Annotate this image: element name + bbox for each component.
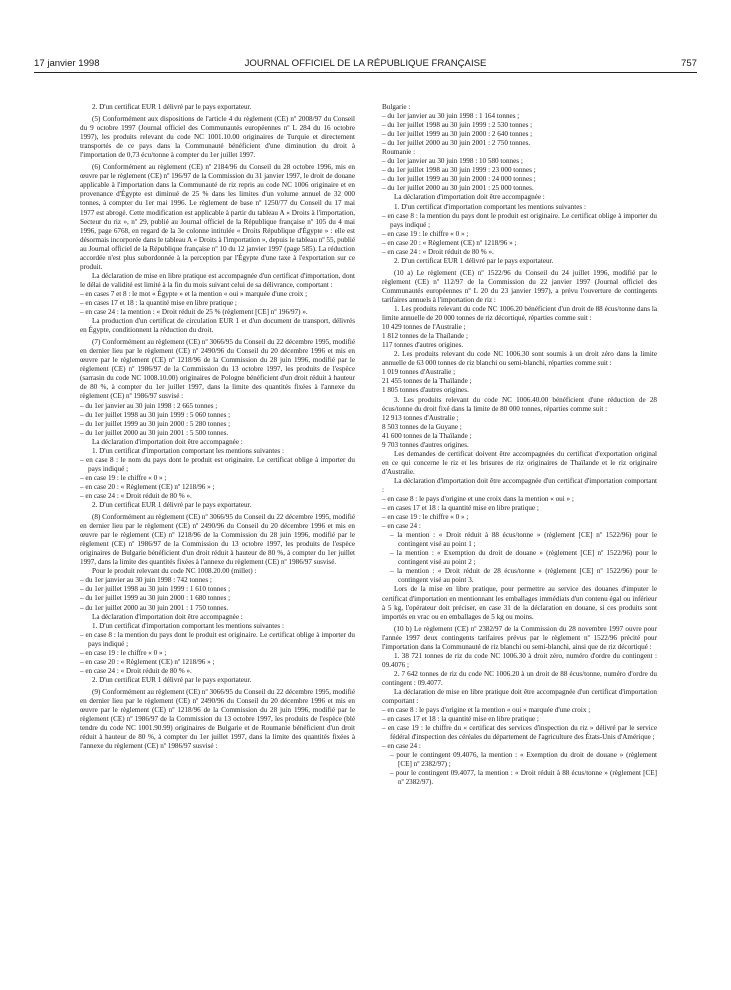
paragraph: Lors de la mise en libre pratique, pour permettre au service des douanes d'imputer le certificat d'importation en mentionnant les emballages immédiats d'un contenu égal ou inférieur à 5 kg, l'opérateur doit préciser, en case 31 de la déclaration en douane, si ces produits sont importés en vrac ou en emballages de 5 kg ou moins. xyxy=(382,585,657,621)
paragraph: 1. D'un certificat d'importation comportant les mentions suivantes : xyxy=(92,446,284,455)
right-column xyxy=(382,103,657,788)
page-header xyxy=(34,58,697,73)
header-page-number: 757 xyxy=(680,58,697,69)
paragraph: La déclaration d'importation doit être accompagnée d'un certificat d'importation comportant : xyxy=(382,476,657,494)
paragraph: 1. 38 721 tonnes de riz du code NC 1006.30 à droit zéro, numéro d'ordre du contingent : 09.4076 ; xyxy=(382,651,657,669)
paragraph: – du 1er juillet 2000 au 30 juin 2001 : 25 000 tonnes. xyxy=(382,184,534,193)
paragraph: – du 1er juillet 1998 au 30 juin 1999 : 2 530 tonnes ; xyxy=(382,121,533,130)
paragraph: 1 019 tonnes d'Australie ; xyxy=(382,368,456,377)
paragraph: – du 1er juillet 1998 au 30 juin 1999 : 23 000 tonnes ; xyxy=(382,166,536,175)
paragraph: – du 1er janvier au 30 juin 1998 : 1 164 tonnes ; xyxy=(382,112,520,121)
paragraph: La déclaration d'importation doit être accompagnée : xyxy=(92,437,243,446)
paragraph: – en cases 7 et 8 : le mot « Égypte » et la mention « oui » marquée d'une croix ; xyxy=(80,289,308,298)
paragraph: – en cases 17 et 18 : la quantité mise en libre pratique ; xyxy=(382,715,539,724)
paragraph: 1. D'un certificat d'importation comportant les mentions suivantes : xyxy=(394,202,586,211)
paragraph: – en case 8 : le pays d'origine et la mention « oui » marquée d'une croix ; xyxy=(382,706,591,715)
paragraph: – du 1er janvier au 30 juin 1998 : 742 tonnes ; xyxy=(80,576,212,585)
paragraph: – en case 8 : le nom du pays dont le produit est originaire. Le certificat oblige à importer du pays indiqué ; xyxy=(80,455,355,473)
paragraph: – en case 20 : « Règlement (CE) nº 1218/96 » ; xyxy=(80,657,215,666)
paragraph: – en case 20 : « Règlement (CE) nº 1218/96 » ; xyxy=(382,238,517,247)
paragraph: – en case 24 : la mention : « Droit réduit de 25 % (règlement [CE] nº 196/97) ». xyxy=(80,308,308,317)
paragraph: La déclaration de mise en libre pratique doit être accompagnée d'un certificat d'importation comportant : xyxy=(382,688,657,706)
paragraph: – en case 19 : le chiffre « 0 » ; xyxy=(382,229,469,238)
paragraph: – du 1er juillet 1998 au 30 juin 1999 : 5 060 tonnes ; xyxy=(80,410,231,419)
paragraph: 1 812 tonnes de la Thaïlande ; xyxy=(382,332,468,341)
paragraph: – la mention : « Droit réduit à 88 écus/tonne » (règlement [CE] nº 1522/96) pour le contingent visé au point 1 ; xyxy=(390,531,657,549)
paragraph: – en cases 17 et 18 : la quantité mise en libre pratique ; xyxy=(80,298,237,307)
paragraph: – du 1er juillet 1998 au 30 juin 1999 : 1 610 tonnes ; xyxy=(80,585,231,594)
paragraph: – du 1er juillet 1999 au 30 juin 2000 : 5 280 tonnes ; xyxy=(80,419,231,428)
paragraph: – en case 20 : « Règlement (CE) nº 1218/96 » ; xyxy=(80,482,215,491)
paragraph: Bulgarie : xyxy=(382,103,411,111)
paragraph: – du 1er janvier au 30 juin 1998 : 10 580 tonnes ; xyxy=(382,157,523,166)
paragraph: – du 1er juillet 2000 au 30 juin 2001 : 5 500 tonnes. xyxy=(80,428,229,437)
paragraph: – en case 8 : la mention du pays dont le produit est originaire. Le certificat oblige à importer du pays indiqué ; xyxy=(382,211,657,229)
paragraph: La déclaration d'importation doit être accompagnée : xyxy=(394,193,545,202)
paragraph: (6) Conformément au règlement (CE) nº 2184/96 du Conseil du 28 octobre 1996, mis en œuvre par le règlement (CE) nº 196/97 de la Commission du 31 janvier 1997, le droit de douane applicable à l'importation dans la Communauté de riz repris au code NC 1006 originaire et en provenance d'Égypte est diminué de 25 % dans les limites d'un volume annuel de 32 000 tonnes, à compter du 1er mai 1996. Le règlement de base nº 1250/77 du Conseil du 17 mai 1977 est abrogé. Cette modification est applicable à partir du tableau A « Droits à l'importation, Secteur du riz », nº 29, publié au Journal officiel de la République française nº 105 du 4 mai 1996, page 6768, en regard de la 3e colonne intitulée « Droits République d'Égypte » : elle est désormais incorporée dans le tableau A « Droits à l'importation », depuis le tableau nº 55, publié au Journal officiel de la République française nº 10 du 12 janvier 1997 (page 585). La réduction accordée n'est plus subordonnée à la perception par l'Égypte d'une taxe à l'exportation sur ce produit. xyxy=(80,163,355,271)
paragraph: La déclaration de mise en libre pratique est accompagnée d'un certificat d'importation, dont le délai de validité est limité à la fin du mois suivant celui de sa délivrance, comportant : xyxy=(80,271,355,289)
paragraph: Pour le produit relevant du code NC 1008.20.00 (millet) : xyxy=(92,567,257,576)
left-column xyxy=(80,103,355,751)
paragraph: 117 tonnes d'autres origines. xyxy=(382,341,464,350)
paragraph: – pour le contingent 09.4076, la mention : « Exemption du droit de douane » (règlement [CE] nº 2382/97) ; xyxy=(390,751,657,769)
paragraph: – pour le contingent 09.4077, la mention : « Droit réduit à 88 écus/tonne » (règlement [CE] nº 2382/97). xyxy=(390,769,657,787)
paragraph: – la mention : « Droit réduit de 28 écus/tonne » (règlement [CE] nº 1522/96) pour le contingent visé au point 3. xyxy=(390,567,657,585)
paragraph: (9) Conformément au règlement (CE) nº 3066/95 du Conseil du 22 décembre 1995, modifié en dernier lieu par le règlement (CE) nº 2490/96 du Conseil du 20 décembre 1996 et mis en œuvre par le règlement (CE) nº 1218/96 de la Commission du 28 juin 1996, modifié par le règlement (CE) nº 1986/97 de la Commission du 13 octobre 1997, les produits de l'espèce (blé tendre du code NC 1001.90.99) originaires de Bulgarie et de Roumanie bénéficient d'un droit réduit à hauteur de 80 %, à compter du 1er juillet 1997, dans la limite des quantités fixées à l'annexe du règlement (CE) nº 1986/97 susvisé : xyxy=(80,687,355,751)
paragraph: (10 a) Le règlement (CE) nº 1522/96 du Conseil du 24 juillet 1996, modifié par le règlement (CE) nº 112/97 de la Commission du 22 janvier 1997 (Journal officiel des Communautés européennes nº L 20 du 23 janvier 1997), a prévu l'ouverture de contingents tarifaires annuels à l'importation de riz : xyxy=(382,268,657,304)
paragraph: – du 1er juillet 2000 au 30 juin 2001 : 1 750 tonnes. xyxy=(80,603,229,612)
paragraph: (7) Conformément au règlement (CE) nº 3066/95 du Conseil du 22 décembre 1995, modifié en dernier lieu par le règlement (CE) nº 2490/96 du Conseil du 20 décembre 1996 et mis en œuvre par le règlement (CE) nº 1218/96 de la Commission du 28 juin 1996, modifié par le règlement (CE) nº 1986/97 de la Commission du 13 octobre 1997, les produits de l'espèce (sarrasin du code NC 1008.10.00) originaires de Pologne bénéficient d'un droit réduit à hauteur de 80 %, à compter du 1er juillet 1997, dans la limite des quantités fixées à l'annexe du règlement (CE) nº 1986/97 susvisé : xyxy=(80,338,355,401)
paragraph: Roumanie : xyxy=(382,148,416,157)
paragraph: 21 455 tonnes de la Thaïlande ; xyxy=(382,377,472,386)
paragraph: – du 1er juillet 2000 au 30 juin 2001 : 2 750 tonnes. xyxy=(382,139,531,148)
paragraph: – du 1er juillet 1999 au 30 juin 2000 : 2 640 tonnes ; xyxy=(382,130,533,139)
paragraph: (10 b) Le règlement (CE) nº 2382/97 de la Commission du 28 novembre 1997 ouvre pour l'année 1997 deux contingents tarifaires prévus par le règlement nº 1522/96 précité pour l'importation dans la Communauté de riz blanchi ou semi-blanchi, ainsi que de riz décortiqué : xyxy=(382,624,657,651)
paragraph: 9 703 tonnes d'autres origines. xyxy=(382,440,469,449)
paragraph: (8) Conformément au règlement (CE) nº 3066/95 du Conseil du 22 décembre 1995, modifié en dernier lieu par le règlement (CE) nº 2490/96 du Conseil du 20 décembre 1996 et mis en œuvre par le règlement (CE) nº 1218/96 de la Commission du 28 juin 1996, modifié par le règlement (CE) nº 1986/97 de la Commission du 13 octobre 1997, les produits de l'espèce originaires de Bulgarie bénéficient d'un droit réduit à hauteur de 80 %, à compter du 1er juillet 1997, dans la limite des quantités fixées à l'annexe du règlement (CE) nº 1986/97 susvisé. xyxy=(80,513,355,567)
paragraph: 2. D'un certificat EUR 1 délivré par le pays exportateur. xyxy=(92,501,252,510)
paragraph: 10 429 tonnes de l'Australie ; xyxy=(382,323,466,332)
paragraph: 2. D'un certificat EUR 1 délivré par le pays exportateur. xyxy=(92,675,252,684)
header-date: 17 janvier 1998 xyxy=(34,58,100,69)
paragraph: 1. D'un certificat d'importation comportant les mentions suivantes : xyxy=(92,621,284,630)
paragraph: 1 805 tonnes d'autres origines. xyxy=(382,386,469,395)
paragraph: (5) Conformément aux dispositions de l'article 4 du règlement (CE) nº 2008/97 du Conseil du 9 octobre 1997 (Journal officiel des Communautés européennes nº L 284 du 16 octobre 1997), les produits relevant du code NC 1001.10.00 originaires de Turquie et directement transportés de ce pays dans la Communauté bénéficient d'une diminution du droit à l'importation de 0,73 écu/tonne à compter du 1er juillet 1997. xyxy=(80,115,355,160)
paragraph: – en case 8 : le pays d'origine et une croix dans la mention « oui » ; xyxy=(382,495,574,504)
paragraph: – la mention : « Exemption du droit de douane » (règlement [CE] nº 1522/96) pour le contingent visé au point 2 ; xyxy=(390,549,657,567)
paragraph: 2. D'un certificat EUR 1 délivré par le pays exportateur. xyxy=(394,256,554,265)
paragraph: – en cases 17 et 18 : la quantité mise en libre pratique ; xyxy=(382,504,539,513)
paragraph: La production d'un certificat de circulation EUR 1 et d'un document de transport, délivrés en Égypte, conditionnent la réduction du droit. xyxy=(80,317,355,335)
paragraph: 2. Les produits relevant du code NC 1006.30 sont soumis à un droit zéro dans la limite annuelle de 63 000 tonnes de riz blanchi ou semi-blanchi, réparties comme suit : xyxy=(382,350,657,368)
paragraph: – en case 19 : le chiffre « 0 » ; xyxy=(382,513,469,522)
paragraph: Les demandes de certificat doivent être accompagnées du certificat d'exportation original en ce qui concerne le riz et les brisures de riz originaires de Thaïlande et le riz originaire d'Australie. xyxy=(382,449,657,476)
paragraph: 12 913 tonnes d'Australie ; xyxy=(382,413,459,422)
paragraph: – en case 8 : la mention du pays dont le produit est originaire. Le certificat oblige à importer du pays indiqué ; xyxy=(80,630,355,648)
paragraph: 2. 7 642 tonnes de riz du code NC 1006.20 à un droit de 88 écus/tonne, numéro d'ordre du contingent : 09.4077. xyxy=(382,669,657,687)
paragraph: 8 503 tonnes de la Guyane ; xyxy=(382,422,462,431)
paragraph: – en case 24 : xyxy=(382,742,421,751)
paragraph: – en case 24 : « Droit réduit de 80 % ». xyxy=(382,247,494,256)
header-title: JOURNAL OFFICIEL DE LA RÉPUBLIQUE FRANÇAISE xyxy=(244,58,487,69)
paragraph: – du 1er juillet 1999 au 30 juin 2000 : 24 000 tonnes ; xyxy=(382,175,536,184)
paragraph: – en case 24 : « Droit réduit de 80 % ». xyxy=(80,666,192,675)
paragraph: – en case 19 : le chiffre du « certificat des services d'inspection du riz » délivré par le service fédéral d'inspection des céréales du département de l'agriculture des États-Unis d'Amérique ; xyxy=(382,724,657,742)
paragraph: – en case 24 : xyxy=(382,522,421,531)
paragraph: – en case 24 : « Droit réduit de 80 % ». xyxy=(80,491,192,500)
paragraph: 41 600 tonnes de la Thaïlande ; xyxy=(382,431,472,440)
paragraph: – en case 19 : le chiffre « 0 » ; xyxy=(80,473,167,482)
paragraph: – du 1er janvier au 30 juin 1998 : 2 665 tonnes ; xyxy=(80,401,218,410)
paragraph: 1. Les produits relevant du code NC 1006.20 bénéficient d'un droit de 88 écus/tonne dans la limite annuelle de 20 000 tonnes de riz décortiqué, réparties comme suit : xyxy=(382,305,657,323)
paragraph: 3. Les produits relevant du code NC 1006.40.00 bénéficient d'une réduction de 28 écus/tonne du droit fixé dans la limite de 80 000 tonnes, réparties comme suit : xyxy=(382,395,657,413)
paragraph: La déclaration d'importation doit être accompagnée : xyxy=(92,612,243,621)
paragraph: 2. D'un certificat EUR 1 délivré par le pays exportateur. xyxy=(92,103,252,111)
paragraph: – en case 19 : le chiffre « 0 » ; xyxy=(80,648,167,657)
paragraph: – du 1er juillet 1999 au 30 juin 2000 : 1 680 tonnes ; xyxy=(80,594,231,603)
